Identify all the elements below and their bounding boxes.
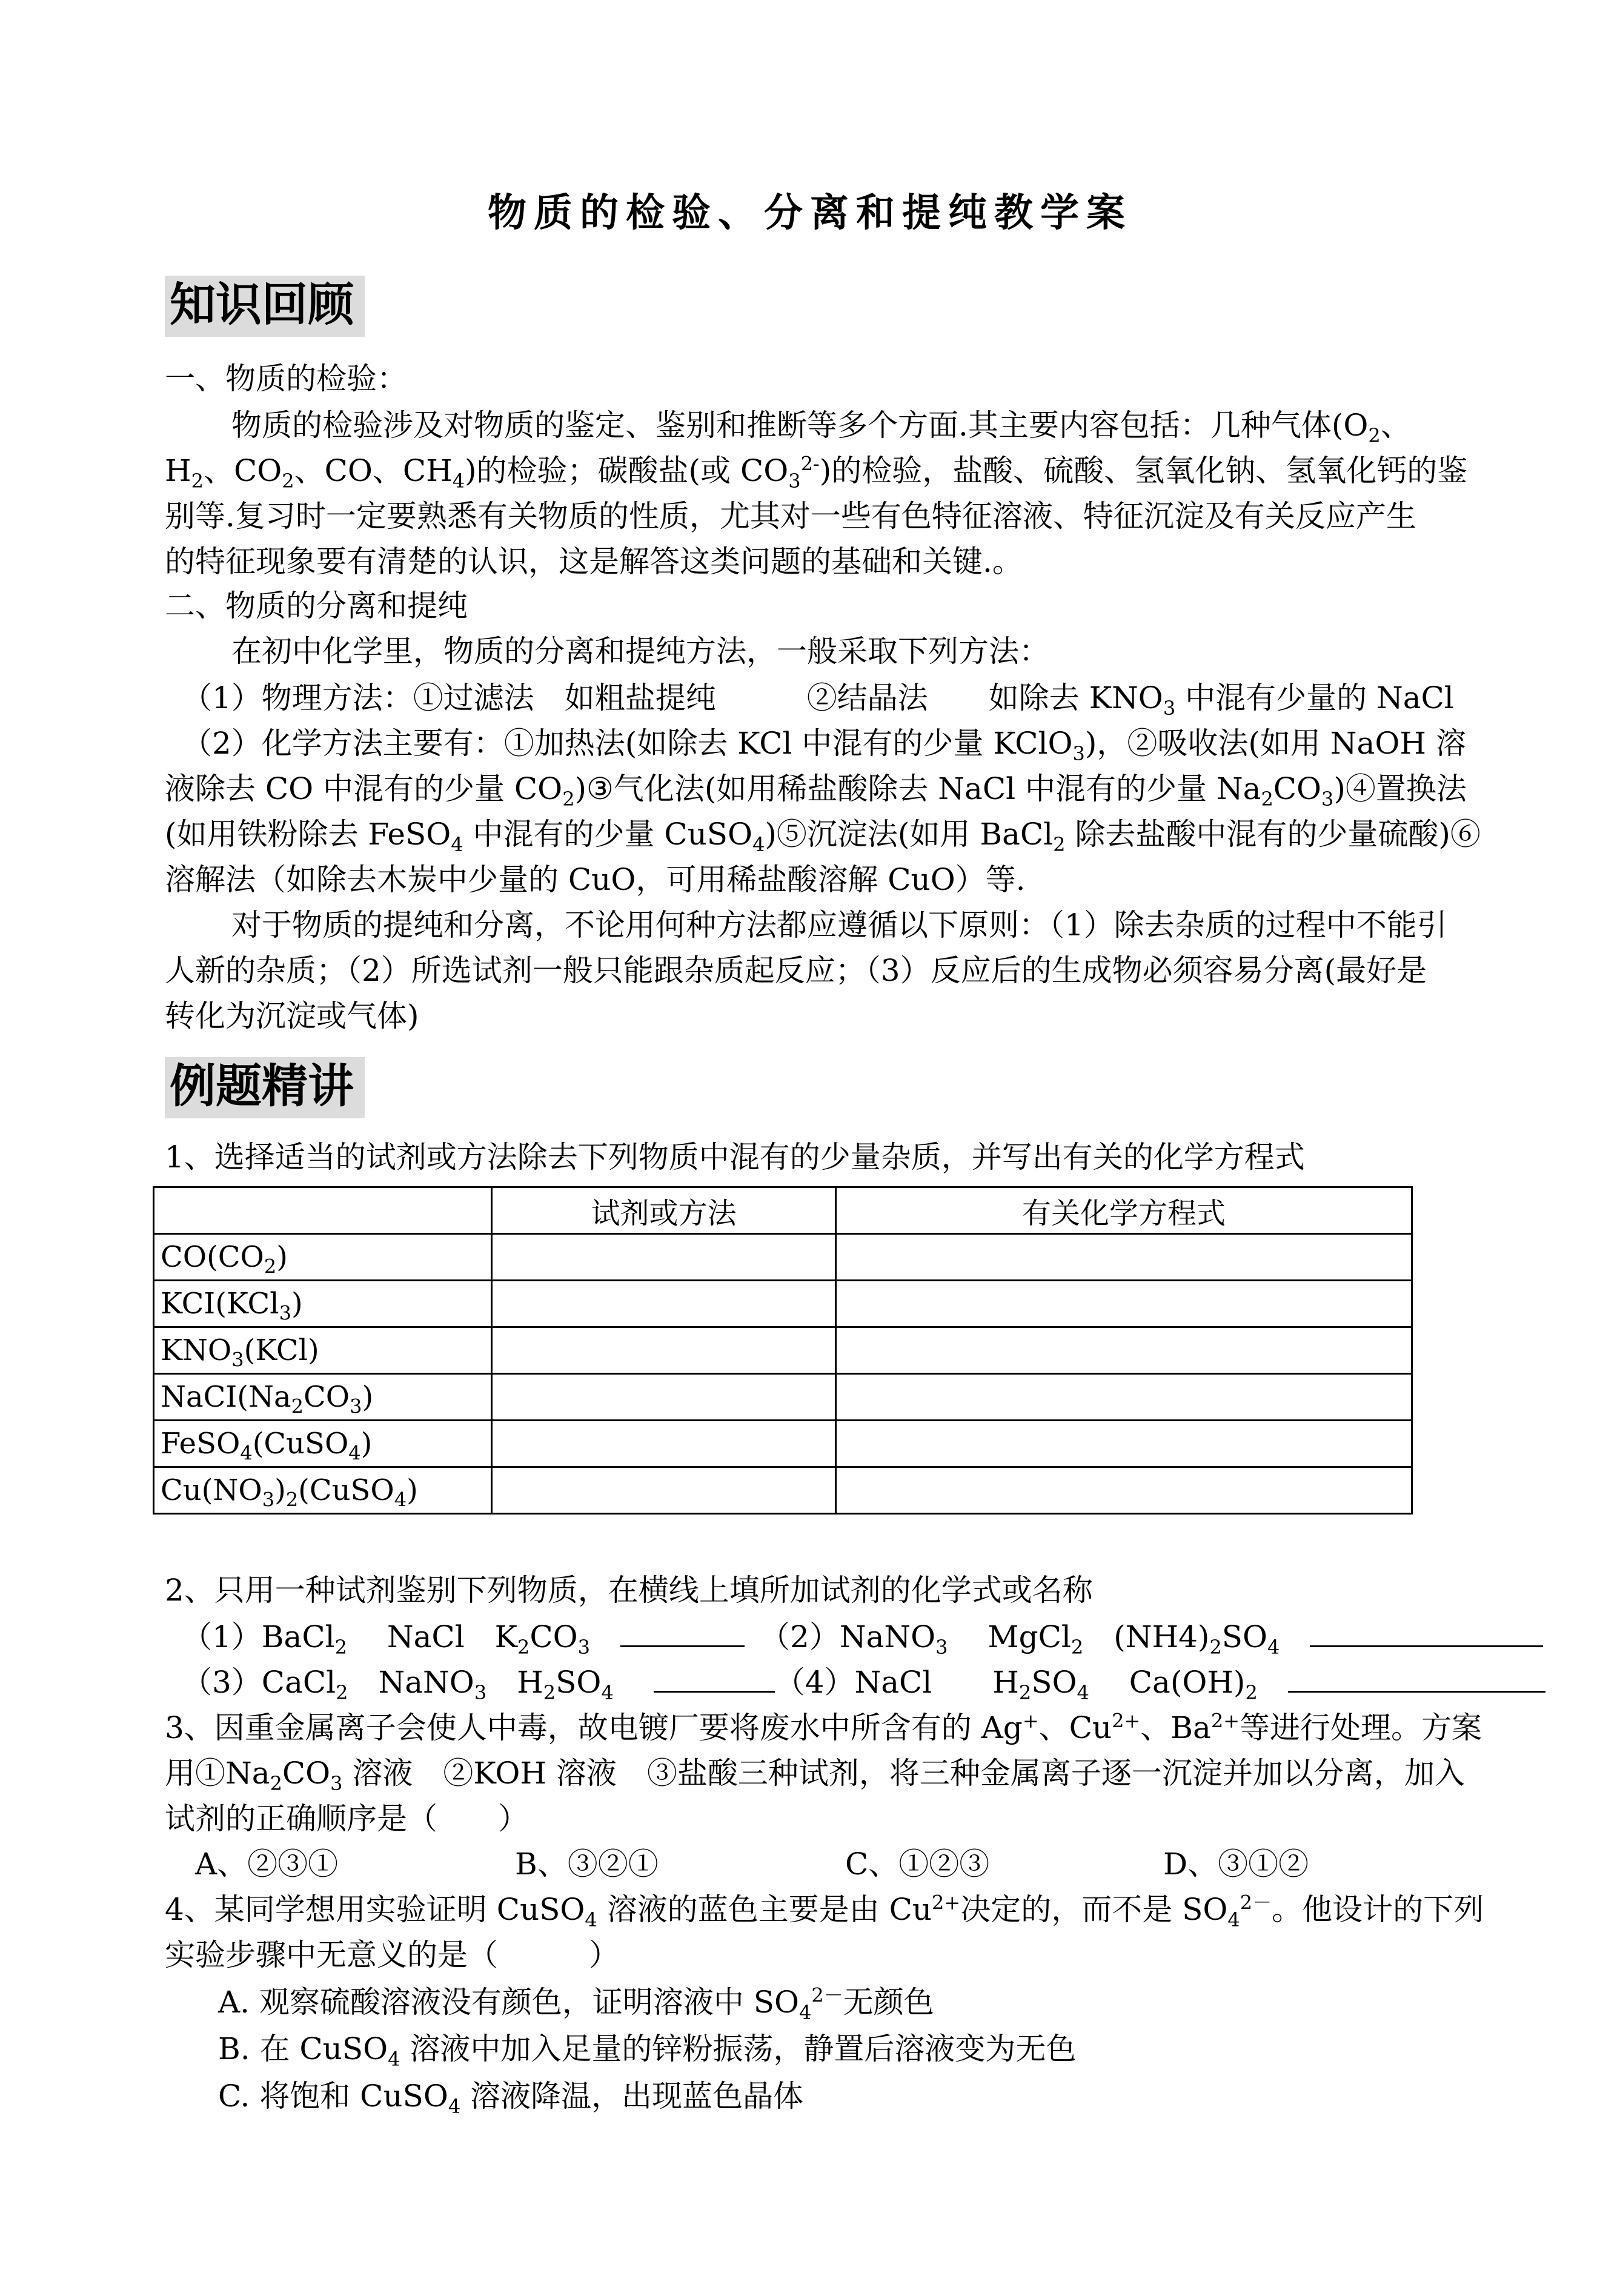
table-header-cell: 有关化学方程式 bbox=[836, 1187, 1412, 1234]
table-row bbox=[154, 1234, 1412, 1281]
review-text-line: 液除去 CO 中混有的少量 $CO_2)③$气化法(如用稀盐酸除去 NaCl 中混有的少量 $Na_2CO_3)④$置换法 bbox=[165, 771, 1467, 811]
review-text-line: 溶解法（如除去木炭中少量的 CuO，可用稀盐酸溶解 CuO）等. bbox=[165, 862, 1026, 897]
table-header-cell: 试剂或方法 bbox=[492, 1187, 836, 1234]
answer-blank[interactable] bbox=[1310, 1621, 1543, 1647]
review-text-line: （2）化学方法主要有：①加热法(如除去 KCl 中混有的少量 KClO$_3$)，②吸收法(如用 NaOH 溶 bbox=[182, 726, 1466, 765]
question-1-prompt: 1、选择适当的试剂或方法除去下列物质中混有的少量杂质，并写出有关的化学方程式 bbox=[165, 1140, 1305, 1175]
review-text-line: （1）物理方法：①过滤法 如粗盐提纯 ②结晶法 如除去 $KNO_3$ 中混有少量的 NaCl bbox=[182, 680, 1454, 720]
answer-blank[interactable] bbox=[654, 1667, 775, 1693]
table-header-cell bbox=[154, 1187, 492, 1234]
review-heading-1: 一、物质的检验： bbox=[165, 361, 407, 396]
question-2-line-1: （1）BaCl$_2$ NaCl $K_2CO_3$ （2）NaNO$_3$ MgCl$_2$ $(NH4)_2SO_4$ bbox=[182, 1619, 1543, 1655]
option-a[interactable]: A、②③① bbox=[195, 1846, 339, 1882]
table-row bbox=[154, 1327, 1412, 1374]
review-text-line: 对于物质的提纯和分离，不论用何种方法都应遵循以下原则：（1）除去杂质的过程中不能引 bbox=[231, 907, 1447, 943]
review-text-line: 在初中化学里，物质的分离和提纯方法，一般采取下列方法： bbox=[231, 634, 1049, 669]
review-text-line: 别等.复习时一定要熟悉有关物质的性质，尤其对一些有色特征溶液、特征沉淀及有关反应产生 bbox=[165, 499, 1416, 534]
page-title: 物质的检验、分离和提纯教学案 bbox=[488, 190, 1132, 236]
table-cell-equation bbox=[836, 1281, 1412, 1327]
table-cell-reagent bbox=[492, 1421, 836, 1467]
question-4-line-1: 4、某同学想用实验证明 CuSO$_4$ 溶液的蓝色主要是由 $Cu^{2+}$决定的，而不是 $SO_4^{2-}$。他设计的下列 bbox=[165, 1891, 1484, 1931]
table-row bbox=[154, 1374, 1412, 1421]
answer-blank[interactable] bbox=[620, 1621, 745, 1647]
table-row bbox=[154, 1467, 1412, 1514]
table-row bbox=[154, 1281, 1412, 1327]
table-cell-substance: $NaCI(Na_2CO_3)$ bbox=[154, 1374, 492, 1421]
review-text-line: 人新的杂质；（2）所选试剂一般只能跟杂质起反应；（3）反应后的生成物必须容易分离(最好是 bbox=[165, 953, 1427, 988]
table-cell-reagent bbox=[492, 1327, 836, 1374]
question-2-line-2: （3）CaCl$_2$ NaNO$_3$ $H_2SO_4$ （4）NaCl $H_2SO_4$ $Ca(OH)_2$ bbox=[182, 1664, 1545, 1700]
table-cell-equation bbox=[836, 1234, 1412, 1281]
table-row bbox=[154, 1421, 1412, 1467]
review-text-line: 的特征现象要有清楚的认识，这是解答这类问题的基础和关键.。 bbox=[165, 544, 1023, 579]
table-cell-equation bbox=[836, 1327, 1412, 1374]
table-cell-reagent bbox=[492, 1467, 836, 1514]
question-4-line-2: 实验步骤中无意义的是（ ） bbox=[165, 1937, 619, 1973]
table-cell-equation bbox=[836, 1374, 1412, 1421]
question-3-line-3: 试剂的正确顺序是（ ） bbox=[165, 1801, 528, 1836]
table-cell-reagent bbox=[492, 1281, 836, 1327]
review-text-line: 物质的检验涉及对物质的鉴定、鉴别和推断等多个方面.其主要内容包括：几种气体($O_2$、 bbox=[231, 408, 1411, 447]
section-heading-review: 知识回顾 bbox=[165, 276, 365, 337]
table-cell-substance: $Cu(NO_3)_2(CuSO_4)$ bbox=[154, 1467, 492, 1514]
table-header-row bbox=[154, 1187, 1412, 1234]
table-cell-substance: $CO(CO_2)$ bbox=[154, 1234, 492, 1281]
choice-a[interactable]: A. 观察硫酸溶液没有颜色，证明溶液中 $SO_4^{2-}$无颜色 bbox=[218, 1983, 934, 2024]
table-cell-reagent bbox=[492, 1374, 836, 1421]
section-heading-examples: 例题精讲 bbox=[165, 1057, 365, 1118]
table-cell-substance: KCI(KCl$_3$) bbox=[154, 1281, 492, 1327]
question-3-line-1: 3、因重金属离子会使人中毒，故电镀厂要将废水中所含有的 Ag+、$Cu^{2+}$、$Ba^{2+}$等进行处理。方案 bbox=[165, 1709, 1482, 1745]
question-3-line-2: 用$①Na_2CO_3$ 溶液 ②KOH 溶液 ③盐酸三种试剂，将三种金属离子逐一沉淀并加以分离，加入 bbox=[165, 1756, 1465, 1795]
choice-c[interactable]: C. 将饱和 CuSO$_4$ 溶液降温，出现蓝色晶体 bbox=[218, 2079, 804, 2118]
answer-blank[interactable] bbox=[1288, 1667, 1545, 1693]
table-cell-substance: FeSO$_4$(CuSO$_4$) bbox=[154, 1421, 492, 1467]
purification-table bbox=[153, 1186, 1413, 1515]
review-text-line: (如用铁粉除去 FeSO$_4$ 中混有的少量 CuSO$_4$)⑤沉淀法(如用 BaCl$_2$ 除去盐酸中混有的少量硫酸)⑥ bbox=[165, 817, 1481, 856]
choice-b[interactable]: B. 在 CuSO$_4$ 溶液中加入足量的锌粉振荡，静置后溶液变为无色 bbox=[218, 2031, 1077, 2071]
table-cell-substance: $KNO_3(KCl)$ bbox=[154, 1327, 492, 1374]
review-heading-2: 二、物质的分离和提纯 bbox=[165, 588, 468, 623]
review-text-line: $H_2$、$CO_2$、CO、$CH_4$)的检验；碳酸盐(或 $CO_3^{2-}$)的检验，盐酸、硫酸、氢氧化钠、氢氧化钙的鉴 bbox=[165, 452, 1468, 493]
option-b[interactable]: B、③②① bbox=[515, 1846, 659, 1882]
option-c[interactable]: C、①②③ bbox=[845, 1846, 990, 1882]
question-2-prompt: 2、只用一种试剂鉴别下列物质，在横线上填所加试剂的化学式或名称 bbox=[165, 1573, 1093, 1608]
review-text-line: 转化为沉淀或气体) bbox=[165, 998, 419, 1034]
table-cell-equation bbox=[836, 1421, 1412, 1467]
option-d[interactable]: D、③①② bbox=[1163, 1846, 1309, 1882]
table-cell-equation bbox=[836, 1467, 1412, 1514]
table-cell-reagent bbox=[492, 1234, 836, 1281]
